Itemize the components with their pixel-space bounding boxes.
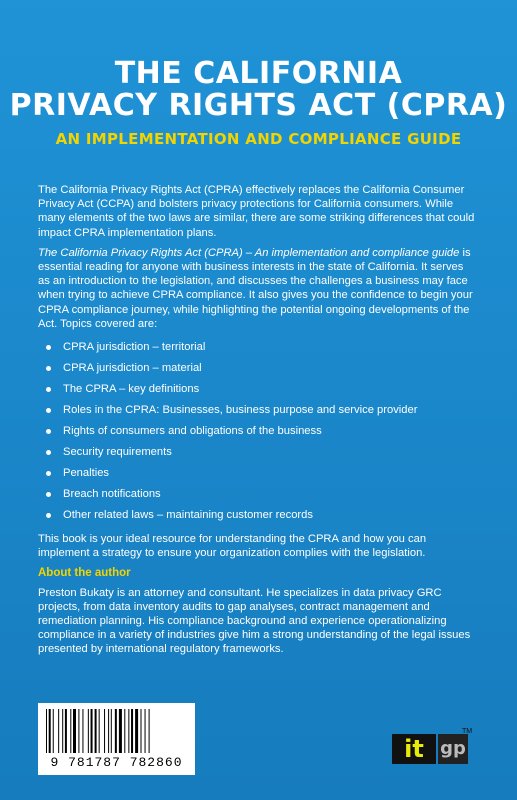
logo-gp-mark: gp bbox=[438, 734, 468, 764]
barcode-bar bbox=[95, 709, 97, 753]
barcode bbox=[38, 703, 195, 775]
closing-paragraph: This book is your ideal resource for understanding the CPRA and how you can implement a strategy to ensure your organization complies with the legislation. bbox=[38, 533, 427, 560]
barcode-bar bbox=[135, 709, 138, 753]
logo-it-mark: it bbox=[392, 734, 436, 764]
barcode-bar bbox=[73, 709, 76, 753]
barcode-bar bbox=[124, 709, 125, 753]
topic-item: Roles in the CPRA: Businesses, business purpose and service provider bbox=[38, 400, 478, 421]
trademark-symbol: TM bbox=[462, 728, 473, 735]
barcode-bar bbox=[62, 709, 63, 753]
topic-item: Breach notifications bbox=[38, 484, 478, 505]
barcode-bar bbox=[58, 709, 59, 753]
barcode-bar bbox=[78, 709, 79, 753]
intro-paragraph: The California Privacy Rights Act (CPRA) effectively replaces the California Consumer Privacy Act (CCPA) and bolsters privacy protections for California consumers. While many elements of the two laws are similar, there are some striking differences that could impact CPRA implementation plans. bbox=[38, 184, 475, 239]
publisher-logo bbox=[392, 728, 474, 766]
barcode-bar bbox=[46, 709, 47, 753]
book-title-italic: The California Privacy Rights Act (CPRA) – An implementation and compliance guide bbox=[38, 246, 460, 259]
barcode-bar bbox=[128, 709, 129, 753]
description-text: is essential reading for anyone with business interests in the state of California. It serves as an introduction to the legislation, and discusses the challenges a business may face when trying to achieve CPRA compliance. It also gives you the confidence to begin your CPRA compliance journey, while highlighting the potential ongoing developments of the Act. Topics covered are: bbox=[38, 246, 473, 330]
barcode-bar bbox=[145, 709, 146, 753]
blurb bbox=[38, 183, 478, 663]
title-line-1: THE CALIFORNIA bbox=[114, 56, 403, 91]
topic-item: Other related laws – maintaining customer records bbox=[38, 505, 478, 526]
barcode-bar bbox=[149, 709, 150, 753]
barcode-bar bbox=[108, 709, 109, 753]
barcode-bar bbox=[70, 709, 71, 753]
barcode-bar bbox=[131, 709, 133, 753]
barcode-bars bbox=[44, 709, 189, 753]
barcode-bar bbox=[104, 709, 105, 753]
barcode-bar bbox=[111, 709, 112, 753]
barcode-bar bbox=[88, 709, 89, 753]
title-line-2: PRIVACY RIGHTS ACT (CPRA) bbox=[9, 88, 508, 123]
isbn-number: 9 781787 782860 bbox=[50, 755, 183, 770]
about-author-heading: About the author bbox=[38, 567, 131, 580]
description-paragraph bbox=[38, 246, 478, 331]
topic-item: CPRA jurisdiction – material bbox=[38, 358, 478, 379]
barcode-bar bbox=[53, 709, 54, 753]
barcode-bar bbox=[115, 709, 117, 753]
topics-list bbox=[38, 337, 478, 526]
barcode-bar bbox=[141, 709, 142, 753]
book-title bbox=[0, 58, 517, 122]
topic-item: Rights of consumers and obligations of the business bbox=[38, 421, 478, 442]
topic-item: CPRA jurisdiction – territorial bbox=[38, 337, 478, 358]
topic-item: Penalties bbox=[38, 463, 478, 484]
barcode-bar bbox=[82, 709, 83, 753]
barcode-bar bbox=[99, 709, 100, 753]
barcode-bar bbox=[119, 709, 122, 753]
about-author-text: Preston Bukaty is an attorney and consultant. He specializes in data privacy GRC projects, from data inventory audits to gap analyses, contract management and remediation planning. His compliance background and experience operationalizing compliance in a variety of industries give him a strong understanding of the legal issues presented by international regulatory frameworks. bbox=[38, 586, 471, 656]
barcode-bar bbox=[49, 709, 51, 753]
book-subtitle: AN IMPLEMENTATION AND COMPLIANCE GUIDE bbox=[55, 130, 462, 148]
topic-item: Security requirements bbox=[38, 442, 478, 463]
barcode-bar bbox=[91, 709, 93, 753]
barcode-bar bbox=[65, 709, 67, 753]
topic-item: The CPRA – key definitions bbox=[38, 379, 478, 400]
